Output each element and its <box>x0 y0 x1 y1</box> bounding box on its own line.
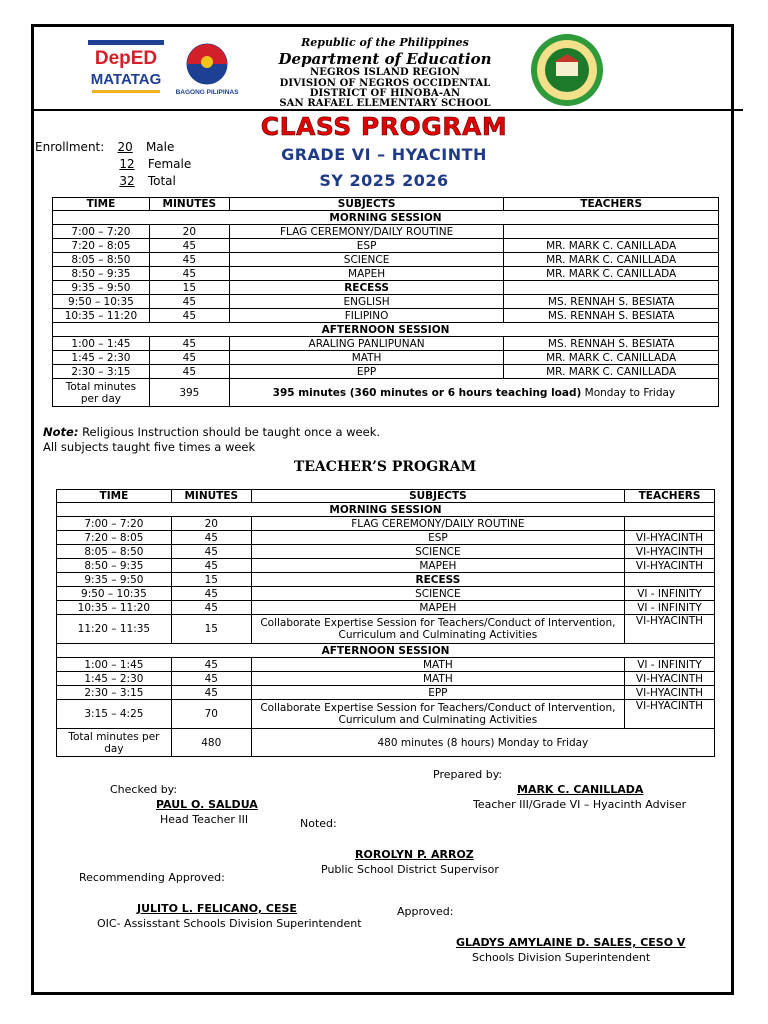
bagong-pilipinas-logo <box>172 40 242 98</box>
cell-teacher: VI-HYACINTH <box>625 672 715 686</box>
male-count: 20 <box>117 140 133 154</box>
cell-minutes: 45 <box>171 601 251 615</box>
cell-time: 7:20 – 8:05 <box>53 239 150 253</box>
recommender-name: JULITO L. FELICANO, CESE <box>137 902 297 915</box>
cell-time: 8:05 – 8:50 <box>53 253 150 267</box>
cell-time: 1:45 – 2:30 <box>53 351 150 365</box>
cell-subject: RECESS <box>229 281 504 295</box>
header-time: TIME <box>57 490 172 503</box>
table-header-row <box>57 490 715 503</box>
table-row <box>53 267 719 281</box>
cell-subject: SCIENCE <box>251 545 624 559</box>
cell-subject: ESP <box>229 239 504 253</box>
table-row <box>57 531 715 545</box>
cell-time: 7:00 – 7:20 <box>57 517 172 531</box>
cell-subject: MAPEH <box>251 559 624 573</box>
session-row <box>57 503 715 517</box>
total-row <box>53 379 719 407</box>
matatag-logo-text: MATATAG <box>90 71 162 88</box>
total-label: Total minutes per day <box>57 729 172 757</box>
cell-teacher: VI-HYACINTH <box>625 700 715 729</box>
department-heading: Department of Education <box>278 50 492 68</box>
header-subjects: SUBJECTS <box>251 490 624 503</box>
table-row <box>53 337 719 351</box>
cell-subject: FLAG CEREMONY/DAILY ROUTINE <box>251 517 624 531</box>
male-label: Male <box>145 140 175 154</box>
table-row <box>53 295 719 309</box>
preparer-title: Teacher III/Grade VI – Hyacinth Adviser <box>473 798 687 811</box>
note-text: Religious Instruction should be taught once a week. <box>78 425 381 439</box>
cell-time: 9:50 – 10:35 <box>57 587 172 601</box>
cell-subject: MAPEH <box>229 267 504 281</box>
female-label: Female <box>147 157 192 171</box>
table-row <box>57 686 715 700</box>
total-count: 32 <box>119 174 135 188</box>
table-row <box>57 517 715 531</box>
cell-minutes: 45 <box>171 587 251 601</box>
cell-teacher: MR. MARK C. CANILLADA <box>504 351 719 365</box>
total-description <box>229 379 718 407</box>
deped-logo-text: DepED <box>94 48 158 69</box>
cell-time: 9:50 – 10:35 <box>53 295 150 309</box>
cell-subject: SCIENCE <box>251 587 624 601</box>
region-heading: NEGROS ISLAND REGION <box>309 67 460 78</box>
cell-minutes: 70 <box>171 700 251 729</box>
cell-minutes: 15 <box>149 281 229 295</box>
cell-teacher <box>504 281 719 295</box>
cell-teacher: MR. MARK C. CANILLADA <box>504 253 719 267</box>
cell-time: 8:50 – 9:35 <box>53 267 150 281</box>
cell-teacher <box>625 517 715 531</box>
enrollment-total <box>110 174 176 188</box>
cell-time: 10:35 – 11:20 <box>53 309 150 323</box>
session-row <box>57 644 715 658</box>
approver-name: GLADYS AMYLAINE D. SALES, CESO V <box>456 936 686 949</box>
total-label: Total minutes per day <box>53 379 150 407</box>
recommender-title: OIC- Assisstant Schools Division Superintendent <box>97 917 362 930</box>
cell-time: 1:45 – 2:30 <box>57 672 172 686</box>
total-label: Total <box>147 174 176 188</box>
cell-teacher: VI-HYACINTH <box>625 615 715 644</box>
cell-subject: MATH <box>251 658 624 672</box>
noter-title: Public School District Supervisor <box>321 863 499 876</box>
cell-minutes: 45 <box>149 351 229 365</box>
cell-teacher: MS. RENNAH S. BESIATA <box>504 309 719 323</box>
cell-subject: RECESS <box>251 573 624 587</box>
table-row <box>53 281 719 295</box>
cell-teacher: MS. RENNAH S. BESIATA <box>504 337 719 351</box>
cell-subject: MATH <box>229 351 504 365</box>
cell-time: 2:30 – 3:15 <box>57 686 172 700</box>
recommending-label: Recommending Approved: <box>79 871 225 884</box>
cell-time: 7:00 – 7:20 <box>53 225 150 239</box>
total-row <box>57 729 715 757</box>
session-label: MORNING SESSION <box>57 503 715 517</box>
cell-time: 1:00 – 1:45 <box>53 337 150 351</box>
prepared-by-label: Prepared by: <box>433 768 503 781</box>
table-row <box>57 545 715 559</box>
cell-subject: ARALING PANLIPUNAN <box>229 337 504 351</box>
cell-subject: EPP <box>251 686 624 700</box>
teacher-program-title: TEACHER’S PROGRAM <box>293 459 477 475</box>
table-row <box>53 239 719 253</box>
cell-teacher: VI-HYACINTH <box>625 559 715 573</box>
division-heading: DIVISION OF NEGROS OCCIDENTAL <box>279 78 491 89</box>
total-text-bold: 395 minutes (360 minutes or 6 hours teaching load) <box>272 386 582 399</box>
cell-subject: FLAG CEREMONY/DAILY ROUTINE <box>229 225 504 239</box>
approved-label: Approved: <box>397 905 454 918</box>
cell-time: 2:30 – 3:15 <box>53 365 150 379</box>
noted-label: Noted: <box>300 817 337 830</box>
cell-teacher <box>504 225 719 239</box>
cell-teacher: VI - INFINITY <box>625 658 715 672</box>
header-teachers: TEACHERS <box>504 198 719 211</box>
session-label: MORNING SESSION <box>53 211 719 225</box>
cell-minutes: 20 <box>171 517 251 531</box>
deped-matatag-logo <box>86 40 166 100</box>
enrollment-female <box>110 157 191 171</box>
table-row <box>53 225 719 239</box>
cell-teacher: VI-HYACINTH <box>625 545 715 559</box>
cell-teacher: VI-HYACINTH <box>625 531 715 545</box>
table-row <box>57 601 715 615</box>
session-row <box>53 211 719 225</box>
teacher-program-table <box>56 489 715 757</box>
cell-minutes: 15 <box>171 615 251 644</box>
school-year-title: SY 2025 2026 <box>319 171 449 190</box>
session-label: AFTERNOON SESSION <box>57 644 715 658</box>
cell-teacher: MR. MARK C. CANILLADA <box>504 267 719 281</box>
note-label: Note: <box>43 425 79 439</box>
session-row <box>53 323 719 337</box>
table-header-row <box>53 198 719 211</box>
cell-subject: SCIENCE <box>229 253 504 267</box>
cell-time: 3:15 – 4:25 <box>57 700 172 729</box>
total-minutes: 395 <box>149 379 229 407</box>
total-minutes: 480 <box>171 729 251 757</box>
cell-teacher <box>625 573 715 587</box>
session-label: AFTERNOON SESSION <box>53 323 719 337</box>
cell-subject: FILIPINO <box>229 309 504 323</box>
header-minutes: MINUTES <box>171 490 251 503</box>
cell-teacher: VI - INFINITY <box>625 587 715 601</box>
note-religious <box>43 425 380 439</box>
cell-time: 10:35 – 11:20 <box>57 601 172 615</box>
cell-minutes: 45 <box>171 686 251 700</box>
cell-time: 9:35 – 9:50 <box>53 281 150 295</box>
enrollment-label: Enrollment: <box>35 140 105 154</box>
table-row <box>57 615 715 644</box>
cell-minutes: 45 <box>149 365 229 379</box>
table-row <box>53 351 719 365</box>
header-teachers: TEACHERS <box>625 490 715 503</box>
bagong-pilipinas-text: BAGONG PILIPINAS <box>175 89 239 96</box>
table-row <box>57 573 715 587</box>
cell-subject: MATH <box>251 672 624 686</box>
noter-name: ROROLYN P. ARROZ <box>355 848 474 861</box>
checker-name: PAUL O. SALDUA <box>156 798 258 811</box>
cell-minutes: 45 <box>149 239 229 253</box>
cell-minutes: 45 <box>171 672 251 686</box>
cell-minutes: 20 <box>149 225 229 239</box>
table-row <box>53 253 719 267</box>
cell-minutes: 45 <box>171 545 251 559</box>
cell-subject: MAPEH <box>251 601 624 615</box>
cell-subject: EPP <box>229 365 504 379</box>
district-heading: DISTRICT OF HINOBA-AN <box>309 88 461 99</box>
grade-section-title: GRADE VI – HYACINTH <box>281 145 487 164</box>
cell-minutes: 15 <box>171 573 251 587</box>
school-seal-logo <box>528 32 606 108</box>
cell-minutes: 45 <box>149 309 229 323</box>
table-row <box>57 658 715 672</box>
cell-minutes: 45 <box>149 267 229 281</box>
female-count: 12 <box>119 157 135 171</box>
cell-teacher: MS. RENNAH S. BESIATA <box>504 295 719 309</box>
school-heading: SAN RAFAEL ELEMENTARY SCHOOL <box>279 98 491 109</box>
cell-time: 11:20 – 11:35 <box>57 615 172 644</box>
total-text-rest: Monday to Friday <box>581 386 676 399</box>
total-description: 480 minutes (8 hours) Monday to Friday <box>251 729 714 757</box>
cell-minutes: 45 <box>171 559 251 573</box>
checked-by-label: Checked by: <box>110 783 178 796</box>
table-row <box>57 587 715 601</box>
class-program-title: CLASS PROGRAM <box>260 112 508 141</box>
note-five-times: All subjects taught five times a week <box>43 440 256 454</box>
table-row <box>53 309 719 323</box>
cell-minutes: 45 <box>149 295 229 309</box>
table-row <box>57 672 715 686</box>
table-row <box>57 700 715 729</box>
cell-time: 8:05 – 8:50 <box>57 545 172 559</box>
cell-subject: ESP <box>251 531 624 545</box>
table-row <box>57 559 715 573</box>
cell-minutes: 45 <box>171 658 251 672</box>
cell-teacher: MR. MARK C. CANILLADA <box>504 365 719 379</box>
cell-minutes: 45 <box>171 531 251 545</box>
cell-time: 1:00 – 1:45 <box>57 658 172 672</box>
cell-time: 9:35 – 9:50 <box>57 573 172 587</box>
cell-subject: Collaborate Expertise Session for Teachers/Conduct of Intervention, Curriculum and Culminating Activities <box>251 615 624 644</box>
header-divider <box>31 109 743 111</box>
class-program-table <box>52 197 719 407</box>
cell-teacher: MR. MARK C. CANILLADA <box>504 239 719 253</box>
cell-time: 7:20 – 8:05 <box>57 531 172 545</box>
table-row <box>53 365 719 379</box>
enrollment-male <box>35 140 174 154</box>
cell-minutes: 45 <box>149 253 229 267</box>
cell-subject: Collaborate Expertise Session for Teachers/Conduct of Intervention, Curriculum and Culminating Activities <box>251 700 624 729</box>
republic-heading: Republic of the Philippines <box>301 36 469 49</box>
cell-teacher: VI - INFINITY <box>625 601 715 615</box>
header-subjects: SUBJECTS <box>229 198 504 211</box>
cell-teacher: VI-HYACINTH <box>625 686 715 700</box>
header-minutes: MINUTES <box>149 198 229 211</box>
header-time: TIME <box>53 198 150 211</box>
checker-title: Head Teacher III <box>160 813 249 826</box>
cell-subject: ENGLISH <box>229 295 504 309</box>
approver-title: Schools Division Superintendent <box>472 951 651 964</box>
page-bottom-margin <box>0 1000 768 1024</box>
preparer-name: MARK C. CANILLADA <box>517 783 644 796</box>
cell-minutes: 45 <box>149 337 229 351</box>
cell-time: 8:50 – 9:35 <box>57 559 172 573</box>
